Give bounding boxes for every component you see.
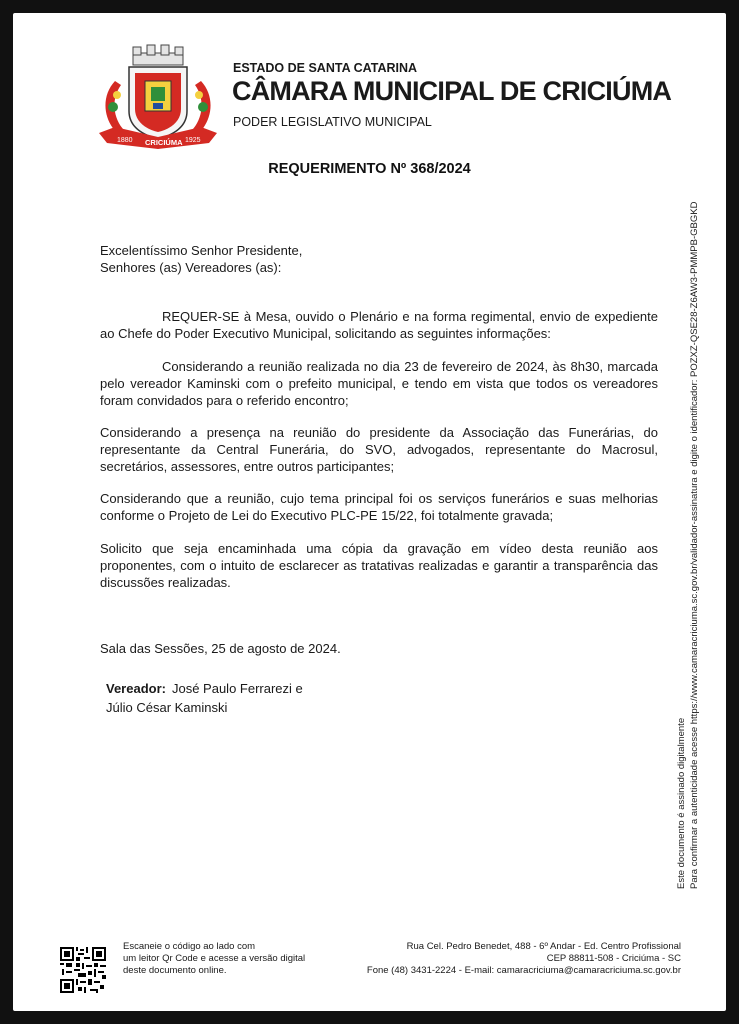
qr-code-icon[interactable] xyxy=(60,947,106,993)
document-page xyxy=(13,13,726,1011)
header-chamber-title: CÂMARA MUNICIPAL DE CRICIÚMA xyxy=(232,76,672,106)
paragraph-request: REQUER-SE à Mesa, ouvido o Plenário e na forma regimental, envio de expediente ao Chefe do Poder Executivo Municipal, solicitando as seguintes informações: xyxy=(100,309,658,341)
qr-instruction-line: um leitor Qr Code e acesse a versão digital xyxy=(123,953,306,964)
coat-of-arms-icon xyxy=(95,41,221,151)
signer-name: José Paulo Ferrarezi e xyxy=(171,681,303,696)
paragraph-considering-attendees: Considerando a presença na reunião do presidente da Associação das Funerárias, do representante da Central Funerária, do SVO, advogados, representante do Macrosul, secretários, assessores, entre outros participantes; xyxy=(100,425,658,474)
document-title: REQUERIMENTO Nº 368/2024 xyxy=(268,161,471,177)
paragraph-request-copy: Solicito que seja encaminhada uma cópia da gravação em vídeo desta reunião aos proponentes, com o intuito de esclarecer as tratativas realizadas e garantir a transparência das discussões realizadas. xyxy=(100,541,658,590)
signer-block xyxy=(106,679,303,717)
qr-instruction-line: Escaneie o código ao lado com xyxy=(123,941,256,952)
paragraph-considering-meeting: Considerando a reunião realizada no dia 23 de fevereiro de 2024, às 8h30, marcada pelo vereador Kaminski com o prefeito municipal, e tendo em vista que todos os vereadores foram convidados para o referido encontro; xyxy=(100,359,658,408)
crest-banner-left: 1880 xyxy=(117,137,133,144)
paragraph-considering-recording: Considerando que a reunião, cujo tema principal foi os serviços funerários e suas melhorias conforme o Projeto de Lei do Executivo PLC-PE 15/22, foi totalmente gravada; xyxy=(100,491,658,523)
footer-address xyxy=(367,941,681,977)
address-line: Rua Cel. Pedro Benedet, 488 - 6º Andar - Ed. Centro Profissional xyxy=(406,941,681,952)
crest-banner-center: CRICIÚMA xyxy=(145,138,183,147)
date-line: Sala das Sessões, 25 de agosto de 2024. xyxy=(100,641,341,656)
salutation-line: Excelentíssimo Senhor Presidente, xyxy=(100,243,303,258)
address-line: CEP 88811-508 - Criciúma - SC xyxy=(546,953,681,964)
contact-line: Fone (48) 3431-2224 - E-mail: camaracriciuma@camaracriciuma.sc.gov.br xyxy=(366,965,681,976)
qr-instructions xyxy=(123,941,305,977)
header-state: ESTADO DE SANTA CATARINA xyxy=(233,61,418,75)
salutation xyxy=(100,242,658,276)
crest-banner-right: 1925 xyxy=(185,137,201,144)
signature-verification-line: Para confirmar a autenticidade acesse https://www.camaracriciuma.sc.gov.br/validador-assinatura e digite o identificador: POZXZ-QSE28-Z6AW3-PMMPB-GBGKD xyxy=(689,201,700,889)
salutation-line: Senhores (as) Vereadores (as): xyxy=(100,260,282,275)
digital-signature-note xyxy=(675,199,701,889)
signer-name: Júlio César Kaminski xyxy=(106,700,228,715)
header-branch: PODER LEGISLATIVO MUNICIPAL xyxy=(233,115,432,129)
signer-label: Vereador: xyxy=(106,681,166,696)
signature-note-line: Este documento é assinado digitalmente xyxy=(676,717,687,889)
qr-instruction-line: deste documento online. xyxy=(123,965,227,976)
